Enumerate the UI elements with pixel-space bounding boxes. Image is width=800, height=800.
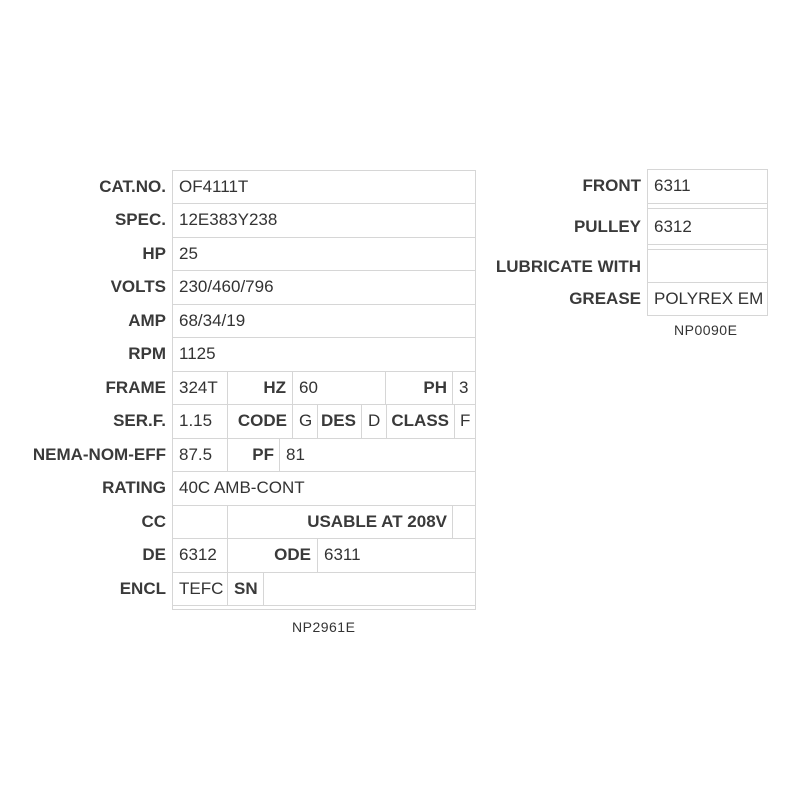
grid-line [647,169,648,316]
hp-label: HP [142,244,166,263]
rating-label: RATING [102,478,166,497]
grid-line [317,538,318,572]
spec-label: SPEC. [114,210,166,229]
encl-value: TEFC [179,579,224,598]
grid-line [227,404,228,438]
grid-line [452,505,453,539]
grid-line [172,170,476,171]
class-label: CLASS [391,411,449,430]
grid-line [475,170,476,610]
sn-label: SN [234,579,258,598]
grid-line [647,282,768,283]
frame-label: FRAME [105,378,166,397]
grid-line [172,438,476,439]
class-value: F [460,411,471,430]
grid-line [647,169,768,170]
des-value: D [368,411,381,430]
nema-nom-eff-value: 87.5 [179,445,213,464]
rpm-label: RPM [128,344,166,363]
grid-line [227,371,228,405]
grid-line [227,505,228,539]
frame-value: 324T [179,378,218,397]
hz-label: HZ [263,378,286,397]
grid-line [172,609,476,610]
grid-line [292,371,293,405]
grid-line [172,304,476,305]
pulley-label: PULLEY [573,217,641,236]
pulley-value: 6312 [654,217,692,236]
grid-line [172,337,476,338]
grid-line [386,404,387,438]
rpm-value: 1125 [179,344,216,363]
hp-value: 25 [179,244,198,263]
grid-line [172,471,476,472]
ode-label: ODE [274,545,311,564]
grid-line [172,572,476,573]
ph-value: 3 [459,378,469,397]
usable-at-208v-note: USABLE AT 208V [307,512,447,531]
grid-line [172,404,476,405]
front-label: FRONT [582,176,641,195]
lubricate-with-label: LUBRICATE WITH [495,257,641,276]
grid-line [647,315,768,316]
grid-line [172,605,476,606]
cat-no-label: CAT.NO. [99,177,166,196]
grid-line [647,208,768,209]
front-value: 6311 [654,176,691,195]
cat-no-value: OF4111T [179,177,249,196]
grease-label: GREASE [569,289,641,308]
grid-line [452,371,453,405]
grid-line [767,169,768,316]
code-label: CODE [237,411,287,430]
grid-line [172,270,476,271]
encl-label: ENCL [119,579,166,598]
grease-value: POLYREX EM [654,289,764,308]
pf-value: 81 [286,445,305,464]
grid-line [263,572,264,606]
des-label: DES [321,411,356,430]
grid-line [647,244,768,245]
code-value: G [299,411,313,430]
grid-line [172,170,173,610]
grid-line [172,505,476,506]
cc-label: CC [141,512,166,531]
volts-label: VOLTS [110,277,166,296]
spec-value: 12E383Y238 [179,210,278,229]
ode-value: 6311 [324,545,361,564]
rating-value: 40C AMB-CONT [179,478,305,497]
grid-line [385,371,386,405]
de-value: 6312 [179,545,217,564]
amp-label: AMP [128,311,166,330]
serf-label: SER.F. [113,411,166,430]
de-label: DE [142,545,166,564]
pf-label: PF [252,445,274,464]
hz-value: 60 [299,378,318,397]
nema-nom-eff-label: NEMA-NOM-EFF [32,445,166,464]
plate-code: NP2961E [292,619,356,635]
grid-line [317,404,318,438]
grid-line [227,572,228,606]
grid-line [172,237,476,238]
grid-line [172,371,476,372]
grid-line [279,438,280,472]
serf-value: 1.15 [179,411,213,430]
grid-line [172,538,476,539]
grid-line [647,203,768,204]
volts-value: 230/460/796 [179,277,274,296]
grid-line [454,404,455,438]
grid-line [361,404,362,438]
ph-label: PH [423,378,447,397]
amp-value: 68/34/19 [179,311,246,330]
grid-line [227,438,228,472]
grid-line [172,203,476,204]
plate-code: NP0090E [674,322,738,338]
grid-line [647,249,768,250]
grid-line [227,538,228,572]
grid-line [292,404,293,438]
